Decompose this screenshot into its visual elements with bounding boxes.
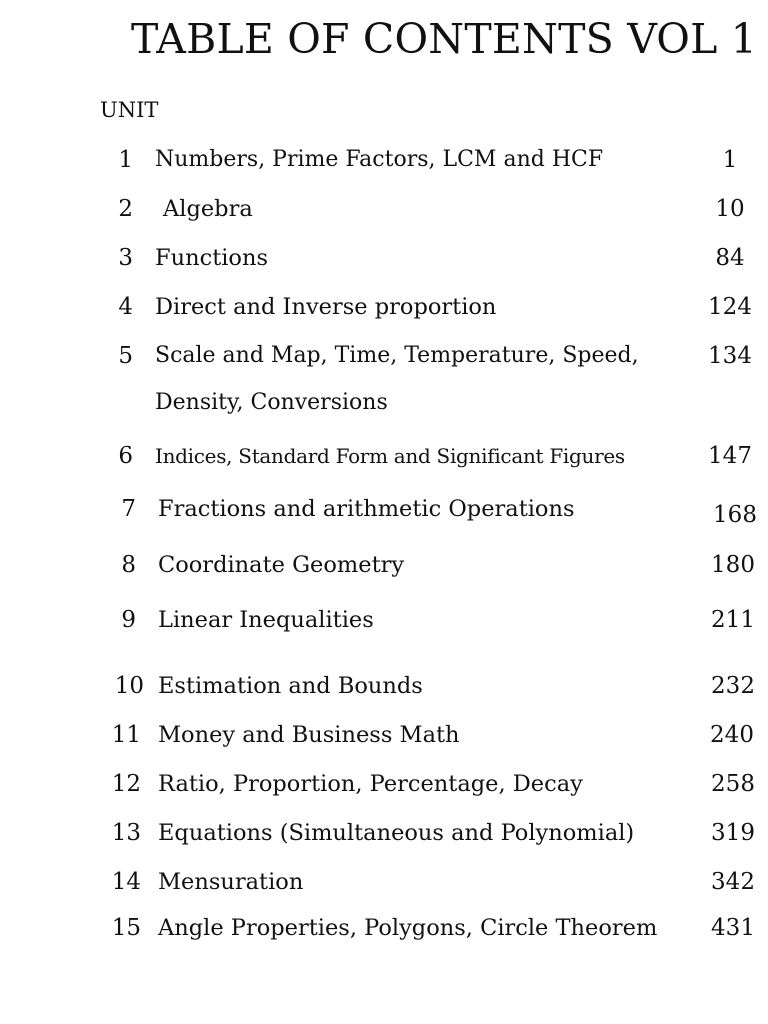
toc-entry [0, 194, 768, 234]
toc-entry [0, 243, 768, 283]
entry-page: 342 [711, 869, 755, 895]
entry-title: Indices, Standard Form and Significant Figures [155, 444, 625, 468]
entry-page: 211 [711, 607, 755, 633]
entry-title: Algebra [163, 196, 253, 222]
entry-title: Linear Inequalities [158, 607, 374, 633]
toc-entry [0, 605, 768, 645]
entry-number: 5 [118, 343, 133, 369]
entry-title: Money and Business Math [158, 722, 460, 748]
entry-number: 8 [121, 552, 136, 578]
entry-number: 4 [118, 294, 133, 320]
entry-page: 134 [708, 343, 752, 369]
entry-number: 1 [118, 147, 133, 173]
entry-number: 13 [111, 820, 141, 846]
entry-number: 6 [118, 443, 133, 469]
entry-title: Direct and Inverse proportion [155, 294, 497, 320]
toc-entry [0, 818, 768, 858]
entry-page: 10 [715, 196, 745, 222]
entry-title: Functions [155, 245, 269, 271]
page-title: TABLE OF CONTENTS VOL 1 [131, 15, 758, 63]
entry-title: Angle Properties, Polygons, Circle Theorem [158, 915, 658, 941]
entry-page: 319 [711, 820, 755, 846]
entry-title: Coordinate Geometry [158, 552, 405, 578]
entry-page: 232 [711, 673, 755, 699]
entry-title [155, 341, 639, 418]
toc-entry [0, 341, 768, 431]
entry-page: 1 [722, 147, 738, 173]
entry-number: 14 [111, 869, 141, 895]
entry-page: 124 [708, 294, 752, 320]
entry-number: 12 [111, 771, 141, 797]
toc-entry [0, 671, 768, 711]
entry-page: 431 [711, 915, 755, 941]
entry-title-line-2: Density, Conversions [155, 390, 388, 415]
entry-number: 2 [118, 196, 133, 222]
entry-title: Fractions and arithmetic Operations [158, 496, 575, 522]
entry-title: Equations (Simultaneous and Polynomial) [158, 820, 635, 846]
toc-entry [0, 494, 768, 534]
entry-number: 7 [121, 496, 136, 522]
entry-title: Ratio, Proportion, Percentage, Decay [158, 771, 583, 797]
entry-number: 10 [114, 673, 144, 699]
entry-page: 168 [713, 502, 757, 528]
entry-page: 258 [711, 771, 755, 797]
entry-title-line-1: Scale and Map, Time, Temperature, Speed, [155, 343, 639, 368]
entry-title: Mensuration [158, 869, 304, 895]
entry-number: 11 [111, 722, 141, 748]
entry-page: 180 [711, 552, 755, 578]
toc-entry [0, 441, 768, 481]
toc-entry [0, 145, 768, 185]
entry-title: Numbers, Prime Factors, LCM and HCF [155, 147, 604, 172]
entry-number: 3 [118, 245, 133, 271]
entry-number: 15 [111, 915, 141, 941]
entry-title: Estimation and Bounds [158, 673, 423, 699]
toc-entry [0, 769, 768, 809]
toc-entry [0, 550, 768, 590]
toc-entry [0, 720, 768, 760]
toc-entry [0, 292, 768, 332]
entry-page: 84 [715, 245, 745, 271]
entry-page: 147 [708, 443, 752, 469]
toc-entry [0, 867, 768, 907]
entry-page: 240 [710, 722, 754, 748]
entry-number: 9 [121, 607, 136, 633]
unit-column-label: UNIT [100, 98, 159, 122]
toc-entry [0, 913, 768, 953]
